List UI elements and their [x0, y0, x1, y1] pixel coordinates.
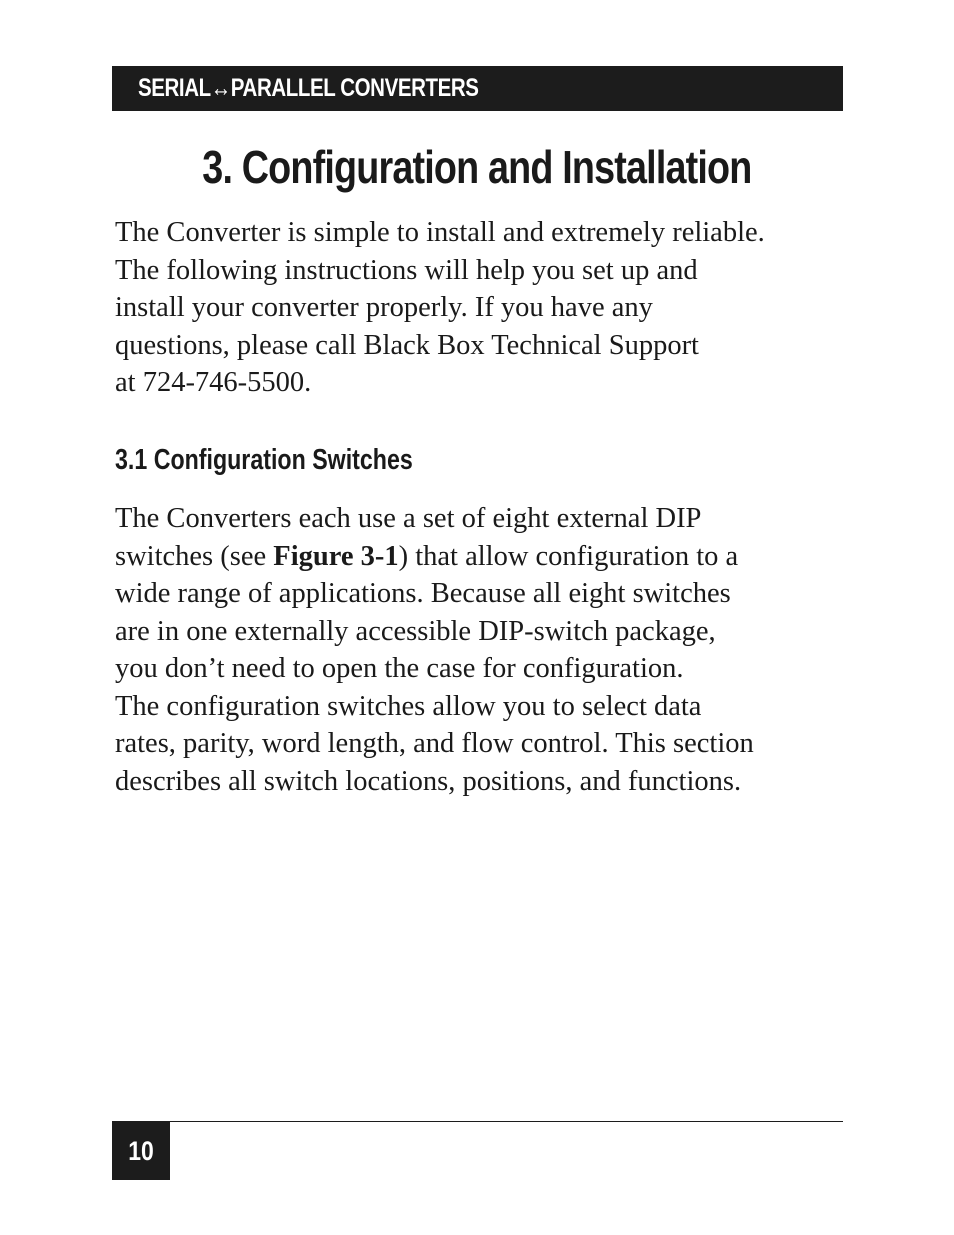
intro-line: at 724-746-5500. [115, 367, 312, 398]
intro-paragraph [115, 214, 855, 402]
page-number-box [112, 1122, 170, 1180]
section-line: describes all switch locations, positions, and functions. [115, 765, 742, 797]
section-heading-text: 3.1 Configuration Switches [115, 444, 413, 476]
footer-divider [112, 1121, 843, 1122]
section-line: are in one externally accessible DIP-switch package, [115, 615, 716, 647]
section-line-pre: switches (see [115, 540, 274, 572]
intro-line: The following instructions will help you set up and [115, 254, 698, 286]
chapter-title [0, 140, 954, 194]
running-header [112, 66, 843, 111]
section-line: you don’t need to open the case for configuration. [115, 653, 684, 684]
intro-line: install your converter properly. If you have any [115, 292, 653, 323]
page-number: 10 [128, 1135, 154, 1166]
section-line: The configuration switches allow you to select data [115, 690, 702, 722]
section-line: The Converters each use a set of eight external DIP [115, 503, 702, 534]
section-line: wide range of applications. Because all eight switches [115, 578, 731, 609]
intro-line: questions, please call Black Box Technical Support [115, 329, 699, 361]
figure-reference: Figure 3-1 [273, 540, 399, 572]
section-line-with-figure-ref [115, 538, 855, 576]
chapter-title-text: 3. Configuration and Installation [202, 141, 752, 193]
running-header-title: SERIAL↔PARALLEL CONVERTERS [138, 74, 479, 102]
section-paragraph [115, 500, 855, 800]
section-line: rates, parity, word length, and flow control. This section [115, 728, 754, 759]
section-heading [115, 444, 487, 477]
section-line-post: ) that allow configuration to a [398, 540, 739, 572]
intro-line: The Converter is simple to install and extremely reliable. [115, 217, 765, 248]
